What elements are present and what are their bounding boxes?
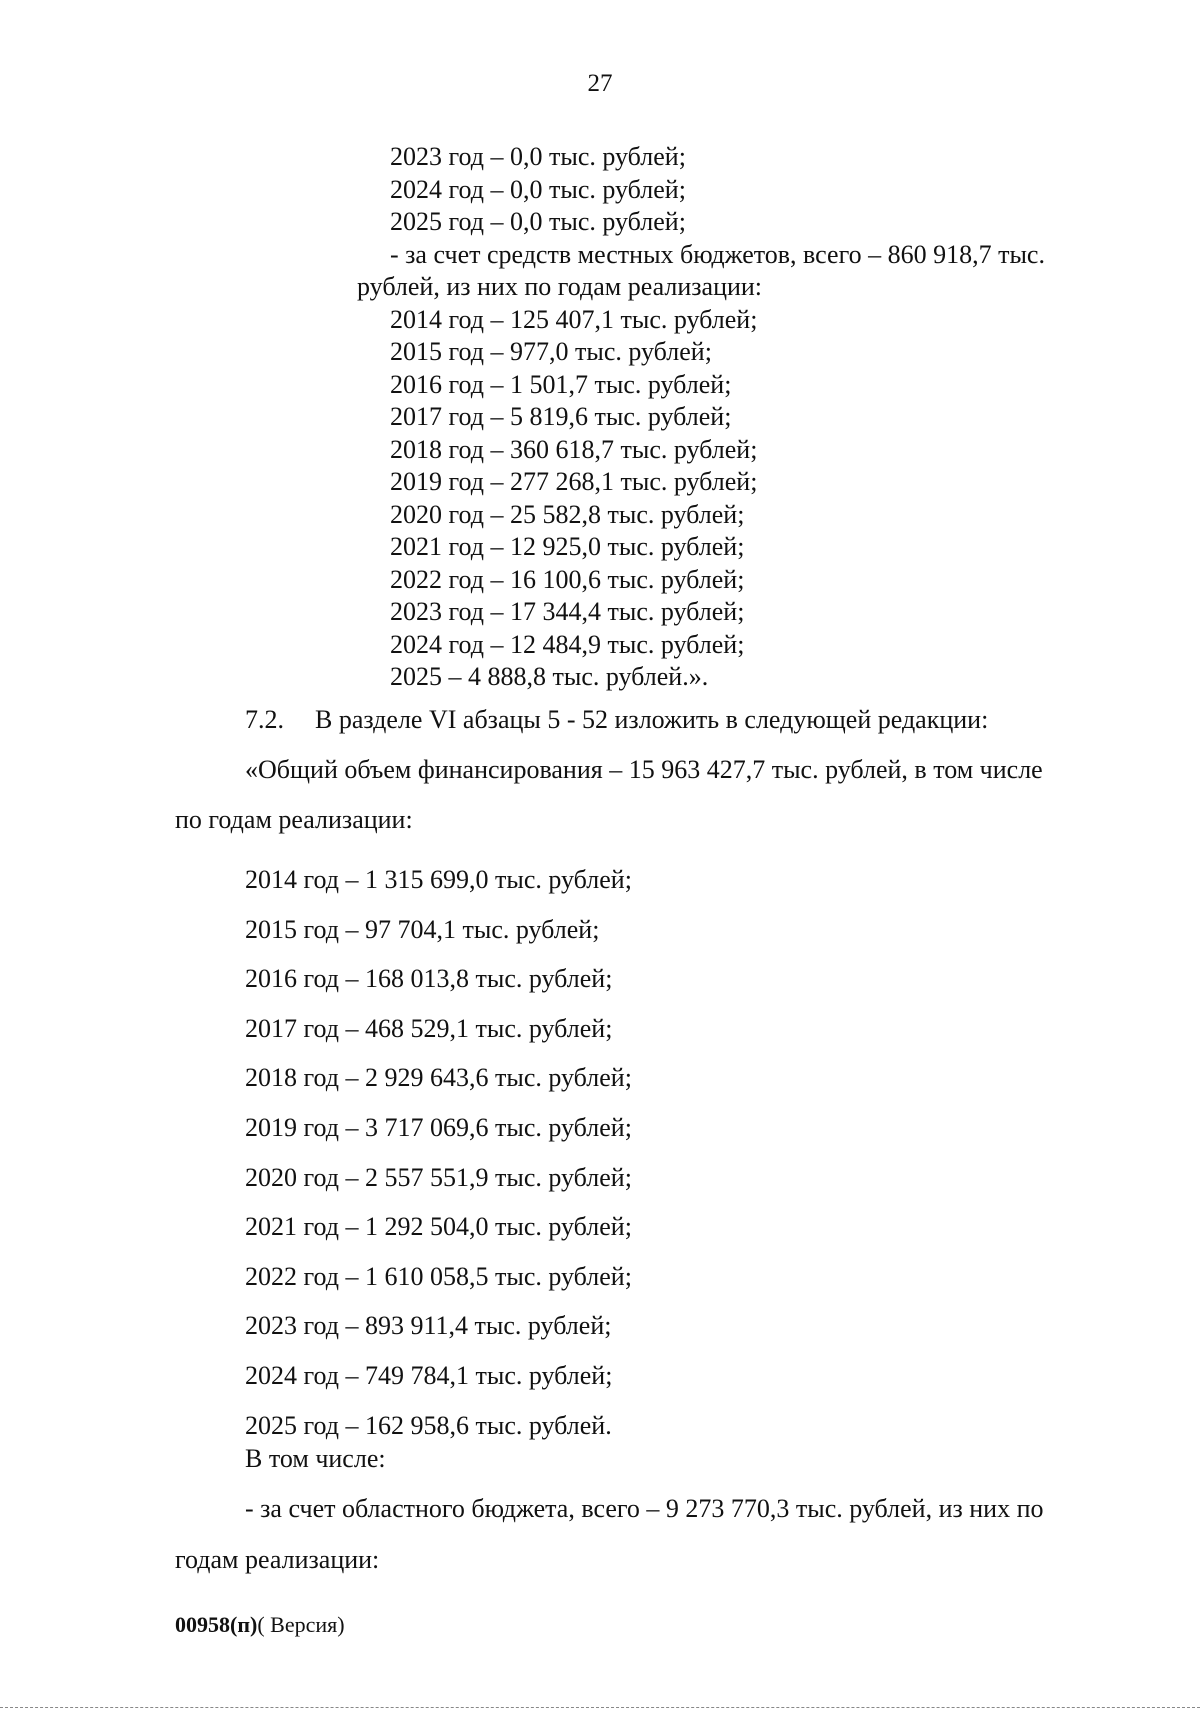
year-financing-line: 2016 год – 168 013,8 тыс. рублей; — [245, 964, 613, 994]
year-financing-line: 2019 год – 3 717 069,6 тыс. рублей; — [245, 1112, 632, 1142]
section-heading — [245, 705, 988, 735]
total-financing-line-2: по годам реализации: — [175, 805, 413, 834]
year-financing-line: 2025 год – 162 958,6 тыс. рублей. — [245, 1410, 612, 1440]
local-budget-line: 2019 год – 277 268,1 тыс. рублей; — [390, 467, 758, 496]
local-budget-line: 2016 год – 1 501,7 тыс. рублей; — [390, 369, 732, 399]
including-heading: В том числе: — [245, 1444, 386, 1473]
local-budget-continuation — [357, 141, 1150, 694]
document-footer — [175, 1612, 345, 1638]
local-budget-line: 2017 год – 5 819,6 тыс. рублей; — [390, 402, 732, 431]
local-budget-line: 2022 год – 16 100,6 тыс. рублей; — [390, 564, 745, 594]
regional-budget-line-1: - за счет областного бюджета, всего – 9 273 770,3 тыс. рублей, из них по — [245, 1494, 1044, 1523]
year-financing-line: 2020 год – 2 557 551,9 тыс. рублей; — [245, 1162, 632, 1192]
local-budget-line: 2020 год – 25 582,8 тыс. рублей; — [390, 499, 745, 529]
year-financing-line: 2014 год – 1 315 699,0 тыс. рублей; — [245, 865, 632, 894]
local-budget-line: 2021 год – 12 925,0 тыс. рублей; — [390, 532, 745, 561]
year-financing-line: 2024 год – 749 784,1 тыс. рублей; — [245, 1360, 613, 1390]
local-budget-line: 2025 год – 0,0 тыс. рублей; — [390, 207, 686, 236]
local-budget-line: 2018 год – 360 618,7 тыс. рублей; — [390, 434, 758, 464]
year-financing-line: 2021 год – 1 292 504,0 тыс. рублей; — [245, 1212, 632, 1242]
section-heading-text: В разделе VI абзацы 5 - 52 изложить в следующей редакции: — [315, 705, 989, 734]
local-budget-line: 2023 год – 0,0 тыс. рублей; — [390, 142, 686, 171]
local-budget-line: рублей, из них по годам реализации: — [357, 272, 763, 301]
scan-edge-divider — [0, 1707, 1200, 1708]
local-budget-line: 2024 год – 12 484,9 тыс. рублей; — [390, 629, 745, 659]
regional-budget-line-2: годам реализации: — [175, 1545, 380, 1574]
year-financing-line: 2015 год – 97 704,1 тыс. рублей; — [245, 914, 600, 944]
year-financing-line: 2017 год – 468 529,1 тыс. рублей; — [245, 1013, 613, 1043]
year-financing-line: 2023 год – 893 911,4 тыс. рублей; — [245, 1311, 612, 1341]
year-financing-line: 2022 год – 1 610 058,5 тыс. рублей; — [245, 1261, 632, 1291]
total-financing-by-year-list — [245, 855, 632, 1450]
page-number: 27 — [587, 70, 613, 97]
local-budget-line: 2014 год – 125 407,1 тыс. рублей; — [390, 304, 758, 334]
local-budget-line: 2015 год – 977,0 тыс. рублей; — [390, 337, 712, 366]
total-financing-line-1: «Общий объем финансирования – 15 963 427,7 тыс. рублей, в том числе — [245, 755, 1043, 784]
local-budget-line: 2023 год – 17 344,4 тыс. рублей; — [390, 597, 745, 626]
local-budget-line: 2025 – 4 888,8 тыс. рублей.». — [390, 662, 709, 691]
section-number: 7.2. — [245, 705, 284, 734]
year-financing-line: 2018 год – 2 929 643,6 тыс. рублей; — [245, 1063, 632, 1093]
local-budget-line: 2024 год – 0,0 тыс. рублей; — [390, 174, 686, 204]
document-code: 00958(п) — [175, 1612, 258, 1637]
local-budget-line: - за счет средств местных бюджетов, всего – 860 918,7 тыс. — [390, 239, 1045, 269]
document-version: ( Версия) — [257, 1612, 345, 1637]
